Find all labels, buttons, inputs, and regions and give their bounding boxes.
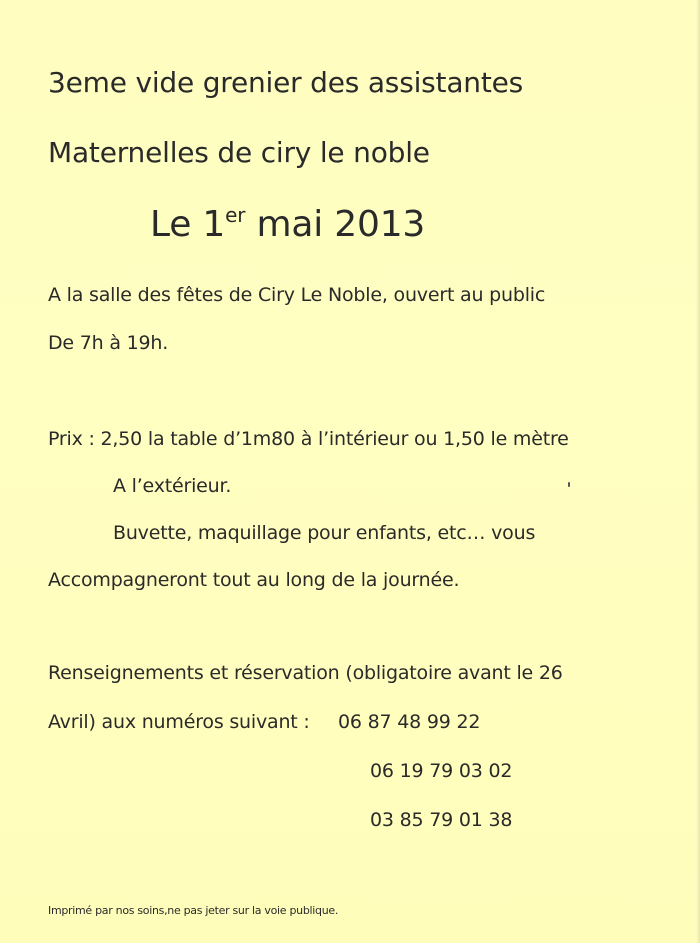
scan-speck xyxy=(568,482,570,487)
title-line-1: 3eme vide grenier des assistantes xyxy=(48,66,524,99)
title-line-2: Maternelles de ciry le noble xyxy=(48,136,430,169)
contact-line-2: Avril) aux numéros suivant : xyxy=(48,711,310,733)
event-date-suffix: mai 2013 xyxy=(245,204,426,245)
paper-edge xyxy=(696,0,700,943)
contact-line-1: Renseignements et réservation (obligatoire avant le 26 xyxy=(48,662,563,684)
footer-notice: Imprimé par nos soins,ne pas jeter sur la voie publique. xyxy=(48,904,339,917)
event-date xyxy=(150,203,425,245)
price-line-2: A l’extérieur. xyxy=(113,475,232,497)
extras-line-1: Buvette, maquillage pour enfants, etc… vous xyxy=(113,522,536,544)
phone-number: 06 87 48 99 22 xyxy=(338,711,481,733)
event-date-prefix: Le 1 xyxy=(150,204,226,245)
extras-line-2: Accompagneront tout au long de la journée. xyxy=(48,569,460,591)
location-line-1: A la salle des fêtes de Ciry Le Noble, ouvert au public xyxy=(48,284,546,306)
phone-number: 03 85 79 01 38 xyxy=(370,809,513,831)
price-line-1: Prix : 2,50 la table d’1m80 à l’intérieur ou 1,50 le mètre xyxy=(48,428,569,450)
location-line-2: De 7h à 19h. xyxy=(48,332,169,354)
phone-number: 06 19 79 03 02 xyxy=(370,760,513,782)
event-date-superscript: er xyxy=(225,203,246,227)
